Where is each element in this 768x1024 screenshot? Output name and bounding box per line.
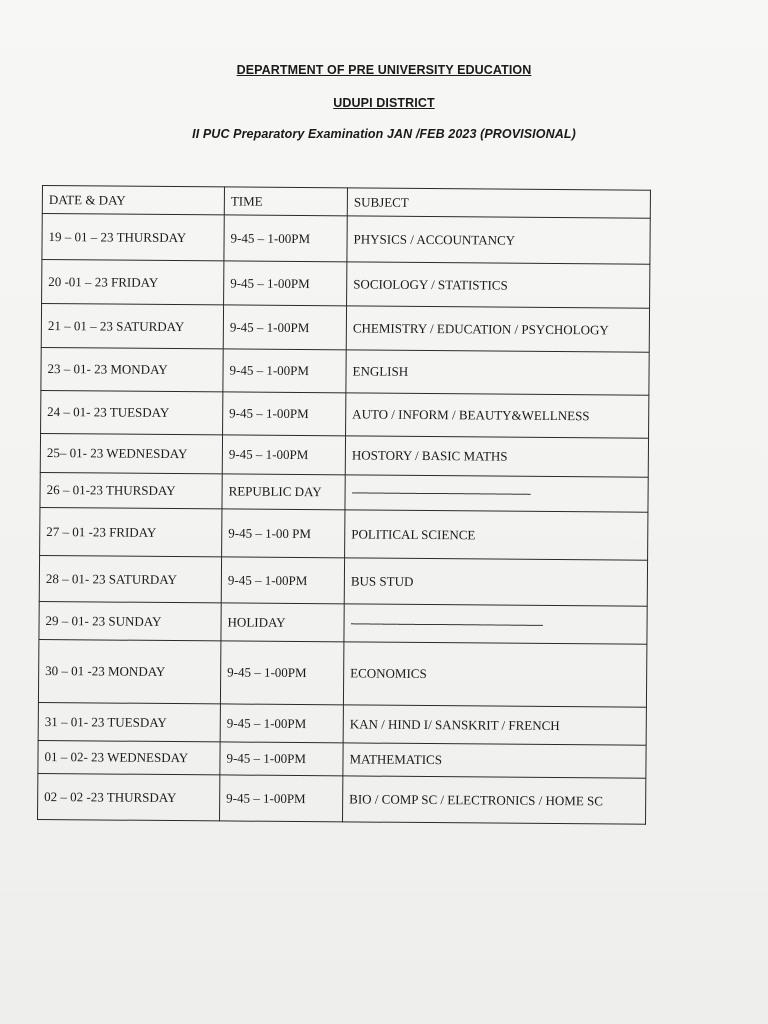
date-cell: 23 – 01- 23 MONDAY [41, 347, 223, 391]
date-cell: 30 – 01 -23 MONDAY [38, 639, 220, 703]
timetable-body [38, 186, 651, 825]
date-cell: 28 – 01- 23 SATURDAY [39, 555, 221, 602]
column-header-subject: SUBJECT [347, 188, 650, 218]
table-row [38, 740, 646, 778]
table-row [41, 347, 649, 395]
date-cell: 24 – 01- 23 TUESDAY [41, 390, 223, 434]
table-row [41, 390, 649, 438]
time-cell: 9-45 – 1-00PM [221, 557, 344, 604]
table-row [40, 507, 648, 560]
table-row [41, 304, 649, 353]
date-cell: 25– 01- 23 WEDNESDAY [40, 433, 222, 473]
time-cell: 9-45 – 1-00PM [222, 435, 345, 475]
date-cell: 27 – 01 -23 FRIDAY [40, 507, 222, 556]
date-cell: 19 – 01 – 23 THURSDAY [42, 214, 224, 261]
subject-cell: HOSTORY / BASIC MATHS [345, 436, 648, 477]
subject-cell: ECONOMICS [343, 642, 646, 707]
time-cell: 9-45 – 1-00 PM [222, 509, 345, 558]
subject-cell: PHYSICS / ACCOUNTANCY [347, 216, 650, 264]
date-cell: 20 -01 – 23 FRIDAY [42, 260, 224, 305]
date-cell: 26 – 01-23 THURSDAY [40, 472, 222, 508]
subject-cell: CHEMISTRY / EDUCATION / PSYCHOLOGY [346, 306, 649, 352]
table-row [39, 601, 647, 644]
subject-cell: ------------------------------------------------------------------------ [344, 604, 647, 644]
time-cell: 9-45 – 1-00PM [220, 641, 343, 705]
table-row [39, 555, 647, 606]
subject-cell: MATHEMATICS [343, 743, 646, 778]
time-cell: 9-45 – 1-00PM [220, 742, 343, 776]
date-cell: 01 – 02- 23 WEDNESDAY [38, 740, 220, 774]
time-cell: 9-45 – 1-00PM [220, 704, 343, 743]
time-cell: HOLIDAY [221, 603, 344, 642]
subject-cell: BUS STUD [344, 558, 647, 606]
subject-cell: ENGLISH [346, 350, 649, 395]
date-cell: 21 – 01 – 23 SATURDAY [41, 304, 223, 349]
table-row [42, 260, 650, 309]
department-heading: DEPARTMENT OF PRE UNIVERSITY EDUCATION [236, 63, 532, 77]
timetable [37, 185, 650, 825]
timetable-table [37, 185, 651, 825]
table-row [38, 773, 646, 824]
table-row [38, 639, 646, 707]
subject-cell: BIO / COMP SC / ELECTRONICS / HOME SC [343, 776, 646, 824]
time-cell: REPUBLIC DAY [222, 474, 345, 510]
table-row [40, 433, 648, 477]
time-cell: 9-45 – 1-00PM [223, 305, 346, 350]
subject-cell: KAN / HIND I/ SANSKRIT / FRENCH [343, 705, 646, 745]
exam-title: II PUC Preparatory Examination JAN /FEB 2023 (PROVISIONAL) [192, 127, 576, 141]
time-cell: 9-45 – 1-00PM [223, 392, 346, 436]
time-cell: 9-45 – 1-00PM [224, 215, 347, 262]
district-heading: UDUPI DISTRICT [333, 96, 435, 110]
table-row [42, 214, 650, 265]
subject-cell: POLITICAL SCIENCE [345, 510, 648, 560]
subject-cell: AUTO / INFORM / BEAUTY&WELLNESS [346, 393, 649, 438]
date-cell: 31 – 01- 23 TUESDAY [38, 702, 220, 741]
time-cell: 9-45 – 1-00PM [223, 349, 346, 393]
time-cell: 9-45 – 1-00PM [220, 775, 343, 822]
table-row [38, 702, 646, 745]
subject-cell: ------------------------------------------------------------------- [345, 475, 648, 512]
date-cell: 29 – 01- 23 SUNDAY [39, 601, 221, 640]
column-header-time: TIME [224, 187, 347, 216]
date-cell: 02 – 02 -23 THURSDAY [38, 773, 220, 820]
time-cell: 9-45 – 1-00PM [224, 261, 347, 306]
subject-cell: SOCIOLOGY / STATISTICS [347, 262, 650, 308]
column-header-date: DATE & DAY [42, 186, 224, 215]
table-row [40, 472, 648, 512]
